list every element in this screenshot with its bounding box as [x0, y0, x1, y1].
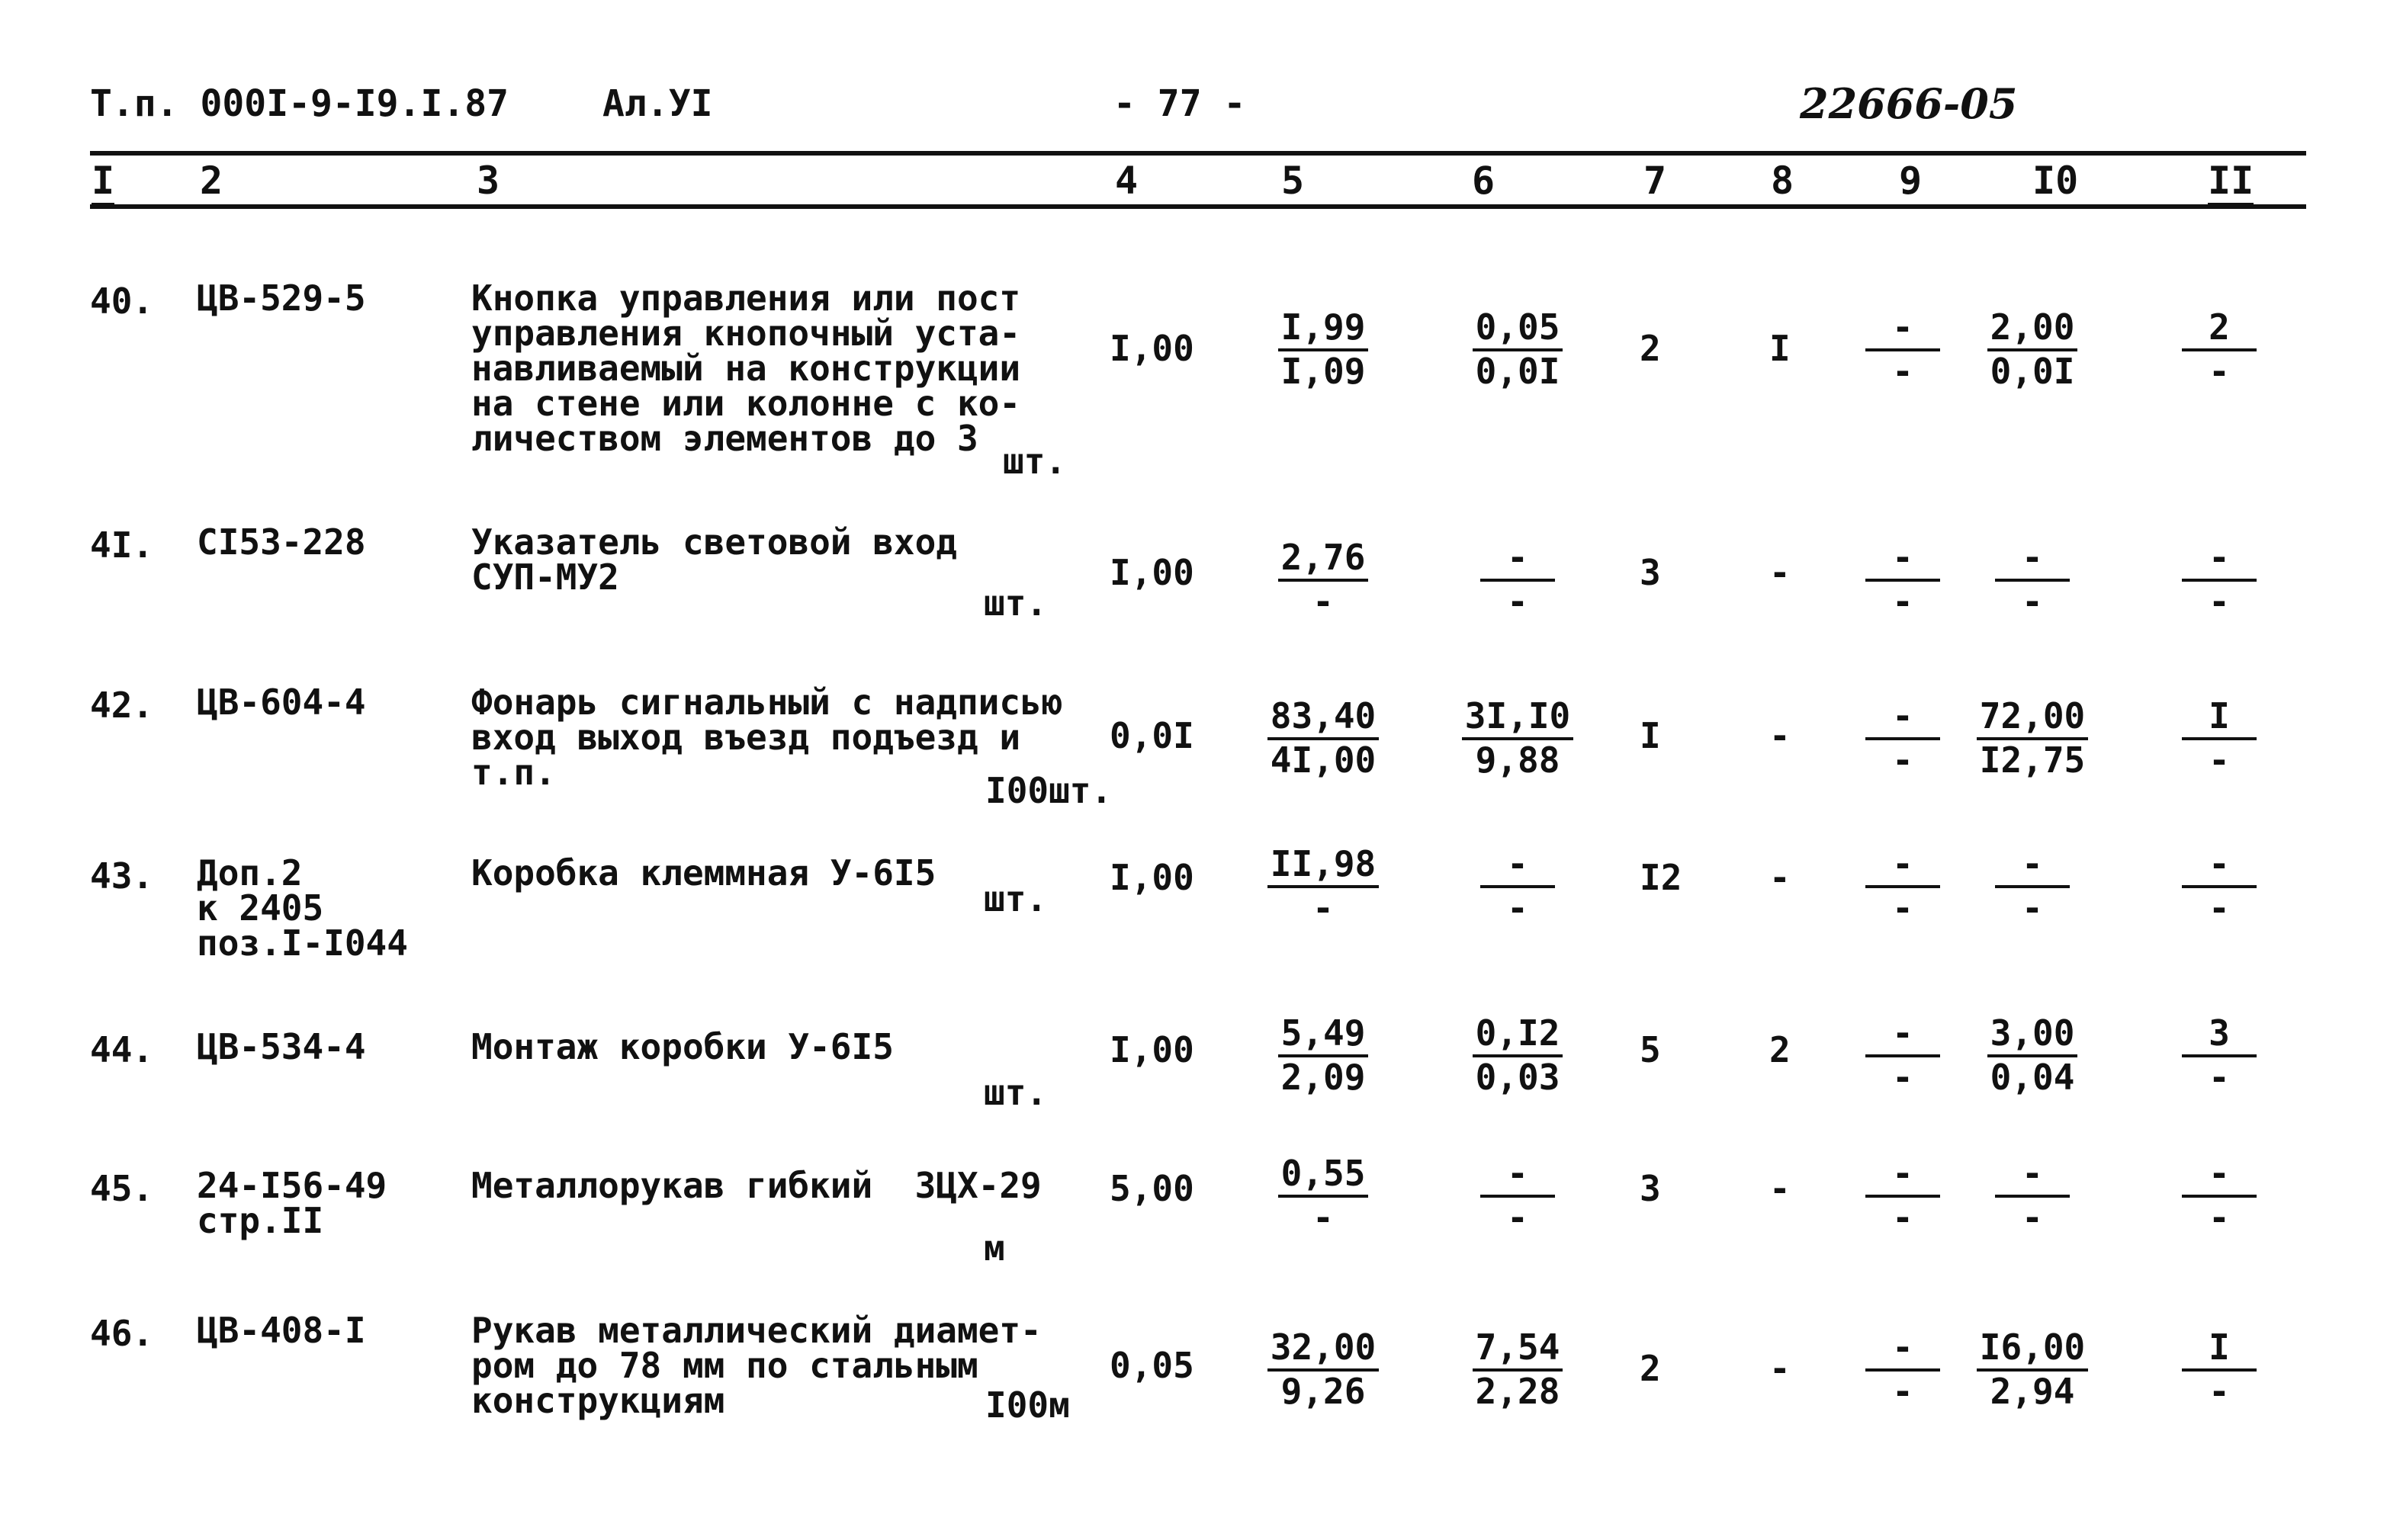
row-quantity: I,00 — [1110, 857, 1194, 898]
col10-denominator: 2,94 — [1990, 1371, 2075, 1412]
col6-denominator: 0,0I — [1475, 351, 1560, 392]
col11-numerator: 2 — [2182, 307, 2257, 351]
row-unit: шт. — [984, 878, 1048, 919]
row-code: ЦВ-529-5 — [197, 278, 366, 319]
col9-fraction — [1830, 306, 1975, 391]
sheet-label: Ал.УI — [602, 82, 713, 125]
col6-denominator: - — [1507, 1197, 1528, 1238]
column-number-1: I — [92, 159, 114, 206]
column-number-8: 8 — [1771, 159, 1794, 203]
row-description: Кнопка управления или пост управления кнопочный уста- навливаемый на конструкции на стене или колонне с ко- личеством элементов до 3 — [471, 278, 1021, 459]
col5-numerator: II,98 — [1267, 844, 1379, 888]
col5-numerator: I,99 — [1278, 307, 1369, 351]
col9-denominator: - — [1892, 1371, 1913, 1412]
col10-denominator: I2,75 — [1979, 740, 2086, 781]
col9-numerator: - — [1865, 537, 1940, 582]
row-index: 4I. — [90, 525, 154, 566]
col10-denominator: 0,04 — [1990, 1057, 2075, 1098]
col5-denominator: I,09 — [1280, 351, 1366, 392]
document-code: Т.п. 000I-9-I9.I.87 — [90, 82, 509, 125]
document-number: 22666-05 — [1800, 79, 2018, 128]
col7-value: 3 — [1640, 552, 1661, 593]
column-number-3: 3 — [477, 159, 500, 203]
column-number-10: I0 — [2032, 159, 2079, 203]
col6-numerator: - — [1480, 537, 1555, 582]
column-number-9: 9 — [1899, 159, 1923, 203]
col11-numerator: - — [2182, 537, 2257, 582]
row-index: 42. — [90, 685, 154, 726]
col5-numerator: 0,55 — [1278, 1153, 1369, 1198]
col7-value: 2 — [1640, 1348, 1661, 1389]
col11-fraction — [2147, 537, 2292, 621]
col10-numerator: 3,00 — [1987, 1013, 2078, 1057]
col9-fraction — [1830, 1153, 1975, 1237]
col6-fraction — [1445, 1012, 1590, 1097]
col5-denominator: 2,09 — [1280, 1057, 1366, 1098]
row-index: 40. — [90, 281, 154, 322]
column-number-4: 4 — [1115, 159, 1139, 203]
col5-numerator: 5,49 — [1278, 1013, 1369, 1057]
page-number: - 77 - — [1113, 82, 1246, 125]
col11-denominator: - — [2209, 1057, 2230, 1098]
col7-value: I2 — [1640, 857, 1682, 898]
col9-numerator: - — [1865, 307, 1940, 351]
col8-value: 2 — [1769, 1029, 1791, 1070]
row-description: Коробка клеммная У-6I5 — [471, 852, 936, 894]
col11-numerator: I — [2182, 1327, 2257, 1372]
col6-fraction — [1445, 306, 1590, 391]
row-quantity: 0,05 — [1110, 1345, 1194, 1386]
col9-fraction — [1830, 843, 1975, 928]
row-unit: м — [984, 1227, 1005, 1269]
col9-numerator: - — [1865, 844, 1940, 888]
col8-value: - — [1769, 715, 1791, 756]
row-quantity: I,00 — [1110, 328, 1194, 369]
col8-value: - — [1769, 1348, 1791, 1389]
col5-denominator: - — [1312, 1197, 1334, 1238]
col10-numerator: - — [1995, 537, 2070, 582]
col6-fraction — [1445, 1153, 1590, 1237]
row-description: Рукав металлический диамет- ром до 78 мм по стальным конструкциям — [471, 1310, 1042, 1421]
row-unit: I00шт. — [985, 770, 1113, 811]
col10-numerator: - — [1995, 844, 2070, 888]
col6-denominator: 2,28 — [1475, 1371, 1560, 1412]
col8-value: I — [1769, 328, 1791, 369]
col6-numerator: 0,I2 — [1473, 1013, 1563, 1057]
col5-denominator: - — [1312, 887, 1334, 929]
col9-denominator: - — [1892, 351, 1913, 392]
column-number-5: 5 — [1281, 159, 1305, 203]
col9-fraction — [1830, 1327, 1975, 1411]
col9-fraction — [1830, 537, 1975, 621]
col10-fraction — [1960, 843, 2105, 928]
col11-fraction — [2147, 1012, 2292, 1097]
col10-fraction — [1960, 695, 2105, 780]
col10-denominator: - — [2022, 1197, 2043, 1238]
col10-numerator: I6,00 — [1977, 1327, 2088, 1372]
col7-value: I — [1640, 715, 1661, 756]
col5-numerator: 83,40 — [1267, 696, 1379, 740]
col5-fraction — [1251, 695, 1396, 780]
column-number-2: 2 — [200, 159, 223, 203]
col6-fraction — [1445, 537, 1590, 621]
col8-value: - — [1769, 857, 1791, 898]
col11-numerator: 3 — [2182, 1013, 2257, 1057]
col5-denominator: - — [1312, 581, 1334, 622]
col10-fraction — [1960, 306, 2105, 391]
row-code: СI53-228 — [197, 521, 366, 563]
row-index: 44. — [90, 1029, 154, 1070]
col5-numerator: 2,76 — [1278, 537, 1369, 582]
row-unit: шт. — [984, 582, 1048, 624]
column-number-6: 6 — [1472, 159, 1495, 203]
col5-fraction — [1251, 1153, 1396, 1237]
col11-fraction — [2147, 1153, 2292, 1237]
col11-denominator: - — [2209, 740, 2230, 781]
col5-fraction — [1251, 306, 1396, 391]
col9-numerator: - — [1865, 696, 1940, 740]
col6-fraction — [1445, 1327, 1590, 1411]
col11-fraction — [2147, 695, 2292, 780]
col6-denominator: - — [1507, 581, 1528, 622]
col10-fraction — [1960, 537, 2105, 621]
row-quantity: I,00 — [1110, 552, 1194, 593]
col10-fraction — [1960, 1153, 2105, 1237]
col10-fraction — [1960, 1327, 2105, 1411]
col6-denominator: 9,88 — [1475, 740, 1560, 781]
col11-fraction — [2147, 306, 2292, 391]
col5-fraction — [1251, 1012, 1396, 1097]
header-rule-top — [90, 151, 2306, 156]
col11-numerator: - — [2182, 1153, 2257, 1198]
col10-denominator: - — [2022, 887, 2043, 929]
row-description: Металлорукав гибкий ЗЦХ-29 — [471, 1165, 1042, 1206]
row-code: ЦВ-408-I — [197, 1310, 366, 1351]
col10-numerator: 2,00 — [1987, 307, 2078, 351]
col9-numerator: - — [1865, 1327, 1940, 1372]
row-code: ЦВ-534-4 — [197, 1026, 366, 1067]
col6-denominator: 0,03 — [1475, 1057, 1560, 1098]
col9-numerator: - — [1865, 1153, 1940, 1198]
col9-fraction — [1830, 695, 1975, 780]
row-description: Указатель световой вход СУП-МУ2 — [471, 521, 957, 598]
col11-fraction — [2147, 843, 2292, 928]
col10-denominator: 0,0I — [1990, 351, 2075, 392]
row-index: 43. — [90, 855, 154, 897]
col9-denominator: - — [1892, 740, 1913, 781]
col11-fraction — [2147, 1327, 2292, 1411]
col10-denominator: - — [2022, 581, 2043, 622]
col9-denominator: - — [1892, 1197, 1913, 1238]
col5-denominator: 4I,00 — [1270, 740, 1377, 781]
column-number-11: II — [2208, 159, 2254, 206]
column-number-7: 7 — [1643, 159, 1667, 203]
row-unit: I00м — [985, 1384, 1070, 1426]
col9-fraction — [1830, 1012, 1975, 1097]
col11-numerator: I — [2182, 696, 2257, 740]
col9-numerator: - — [1865, 1013, 1940, 1057]
row-quantity: I,00 — [1110, 1029, 1194, 1070]
col9-denominator: - — [1892, 1057, 1913, 1098]
col7-value: 5 — [1640, 1029, 1661, 1070]
row-code: ЦВ-604-4 — [197, 682, 366, 723]
header-rule-bottom — [90, 204, 2306, 209]
col6-denominator: - — [1507, 887, 1528, 929]
row-unit: шт. — [984, 1072, 1048, 1113]
row-code: 24-I56-49 стр.II — [197, 1165, 387, 1241]
col6-fraction — [1445, 843, 1590, 928]
col6-numerator: 3I,I0 — [1462, 696, 1573, 740]
row-quantity: 5,00 — [1110, 1168, 1194, 1209]
col10-fraction — [1960, 1012, 2105, 1097]
col10-numerator: - — [1995, 1153, 2070, 1198]
row-index: 45. — [90, 1168, 154, 1209]
col11-numerator: - — [2182, 844, 2257, 888]
col5-denominator: 9,26 — [1280, 1371, 1366, 1412]
col7-value: 3 — [1640, 1168, 1661, 1209]
col5-fraction — [1251, 537, 1396, 621]
col5-fraction — [1251, 843, 1396, 928]
row-unit: шт. — [1003, 441, 1067, 482]
col11-denominator: - — [2209, 581, 2230, 622]
col5-numerator: 32,00 — [1267, 1327, 1379, 1372]
col8-value: - — [1769, 1168, 1791, 1209]
col8-value: - — [1769, 552, 1791, 593]
col9-denominator: - — [1892, 887, 1913, 929]
col6-numerator: - — [1480, 1153, 1555, 1198]
col6-fraction — [1445, 695, 1590, 780]
col7-value: 2 — [1640, 328, 1661, 369]
col6-numerator: 7,54 — [1473, 1327, 1563, 1372]
row-index: 46. — [90, 1313, 154, 1354]
row-description: Монтаж коробки У-6I5 — [471, 1026, 894, 1067]
col6-numerator: 0,05 — [1473, 307, 1563, 351]
col11-denominator: - — [2209, 1371, 2230, 1412]
col11-denominator: - — [2209, 1197, 2230, 1238]
col6-numerator: - — [1480, 844, 1555, 888]
col5-fraction — [1251, 1327, 1396, 1411]
row-code: Доп.2 к 2405 поз.I-I044 — [197, 852, 408, 964]
row-quantity: 0,0I — [1110, 715, 1194, 756]
col11-denominator: - — [2209, 887, 2230, 929]
col11-denominator: - — [2209, 351, 2230, 392]
col9-denominator: - — [1892, 581, 1913, 622]
col10-numerator: 72,00 — [1977, 696, 2088, 740]
row-description: Фонарь сигнальный с надписью вход выход въезд подъезд и т.п. — [471, 682, 1063, 793]
